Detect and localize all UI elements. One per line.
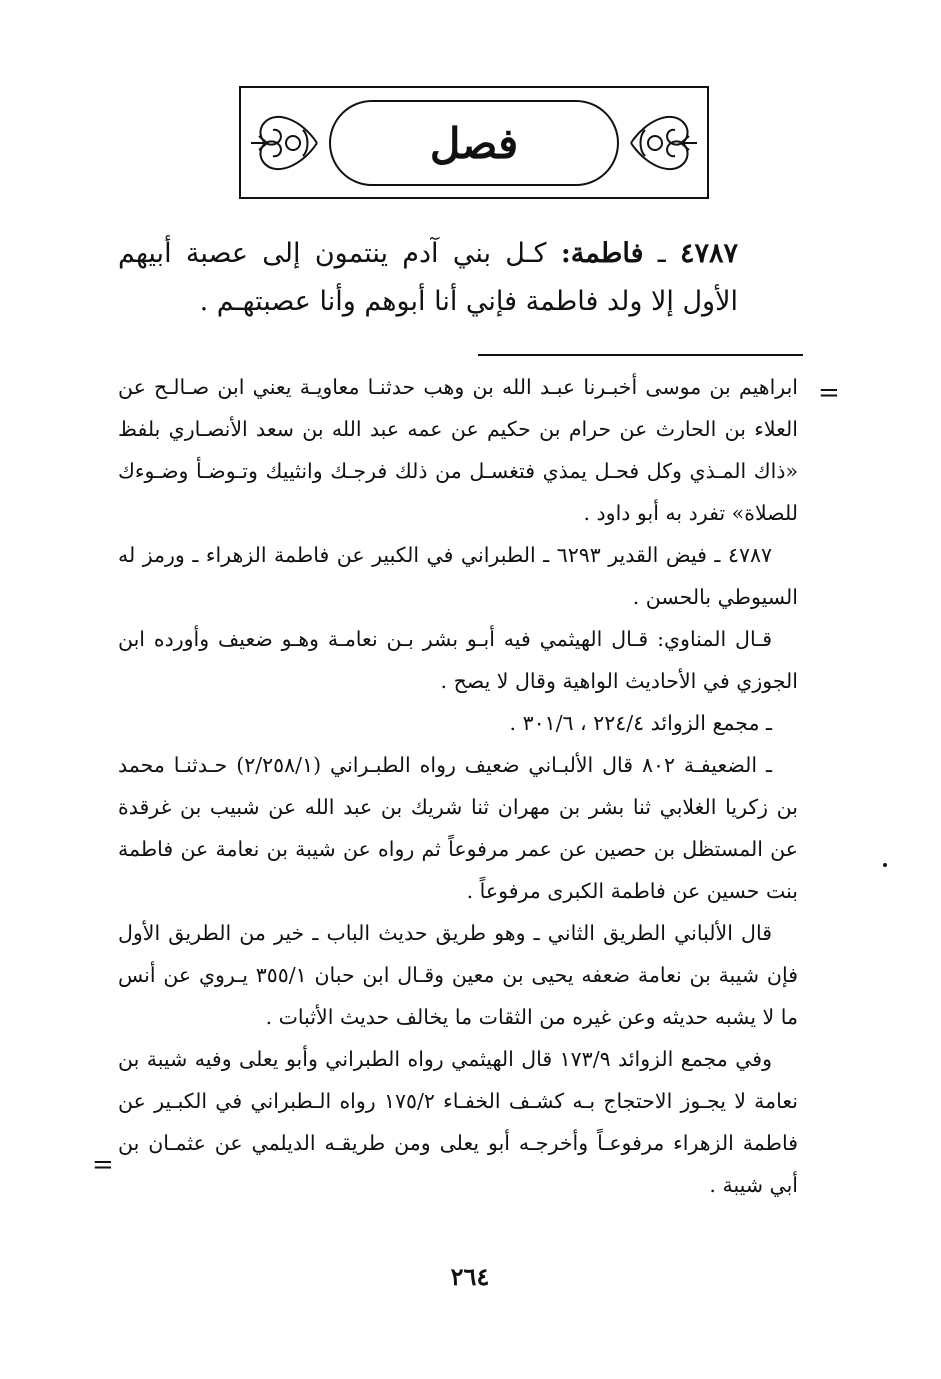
footnote-paragraph: ـ مجمع الزوائد ٢٢٤/٤ ، ٣٠١/٦ .: [509, 711, 772, 735]
continuation-mark-top: =: [818, 378, 840, 408]
chapter-title-box: [329, 100, 619, 186]
margin-dot: [883, 863, 887, 867]
chapter-header-frame: [239, 86, 709, 199]
footnote-paragraph: ابراهيم بن موسى أخبـرنا عبـد الله بن وهب حدثنـا معاويـة يعني ابن صـالـح عن العلاء بن الحارث عن حرام بن حكيم عن عمه عبد الله بن سعد الأنصـاري بلفظ «ذاك المـذي وكل فحـل يمذي فتغسـل من ذلك فرجـك وانثييك وتـوضـأ وضـوءك للصلاة» تفرد به أبو داود .: [118, 375, 798, 525]
entry-narrator: فاطمة:: [560, 238, 644, 269]
continuation-mark-bottom: =: [92, 1150, 114, 1180]
footnotes: [118, 366, 798, 1206]
hadith-entry: [118, 230, 738, 326]
right-ornament-icon: [621, 100, 701, 186]
entry-number: ٤٧٨٧: [680, 238, 739, 269]
left-ornament-icon: [247, 100, 327, 186]
footnote-paragraph: ـ الضعيفـة ٨٠٢ قال الألبـاني ضعيف رواه الطبـراني (٢/٢٥٨/١) حـدثنـا محمد بن زكريا الغلابي ثنا بشر بن مهران ثنا شريك بن عبد الله عن شبيب بن غرقدة عن المستظل بن حصين عن عمر مرفوعاً ثم رواه عن شيبة بن نعامة عن فاطمة بنت حسين عن فاطمة الكبرى مرفوعاً .: [118, 753, 798, 903]
entry-text: كـل بني آدم ينتمون إلى عصبة أبيهم الأول إلا ولد فاطمة فإني أنا أبوهم وأنا عصبتهـم .: [118, 238, 738, 317]
footnote-paragraph: ٤٧٨٧ ـ فيض القدير ٦٢٩٣ ـ الطبراني في الكبير عن فاطمة الزهراء ـ ورمز له السيوطي بالحسن .: [118, 543, 798, 609]
chapter-title: فصل: [429, 119, 519, 168]
footnote-paragraph: قال الألباني الطريق الثاني ـ وهو طريق حديث الباب ـ خير من الطريق الأول فإن شيبة بن نعامة ضعفه يحيى بن معين وقـال ابن حبان ٣٥٥/١ يـروي عن أنس ما لا يشبه حديثه وعن غيره من الثقات ما يخالف حديث الأثبات .: [118, 921, 798, 1029]
footnote-paragraph: وفي مجمع الزوائد ١٧٣/٩ قال الهيثمي رواه الطبراني وأبو يعلى وفيه شيبة بن نعامة لا يجـوز الاحتجاج بـه كشـف الخفـاء ١٧٥/٢ رواه الـطبراني في الكبـير عن فاطمة الزهراء مرفوعـاً وأخرجـه أبو يعلى ومن طريقـه الديلمي عن عثمـان بن أبي شيبة .: [118, 1047, 798, 1197]
footnote-paragraph: قـال المناوي: قـال الهيثمي فيه أبـو بشر بـن نعامـة وهـو ضعيف وأورده ابن الجوزي في الأحاديث الواهية وقال لا يصح .: [118, 627, 798, 693]
page-number: ٢٦٤: [450, 1262, 490, 1291]
footnote-separator: [478, 354, 803, 356]
entry-dash: ـ: [643, 238, 680, 269]
